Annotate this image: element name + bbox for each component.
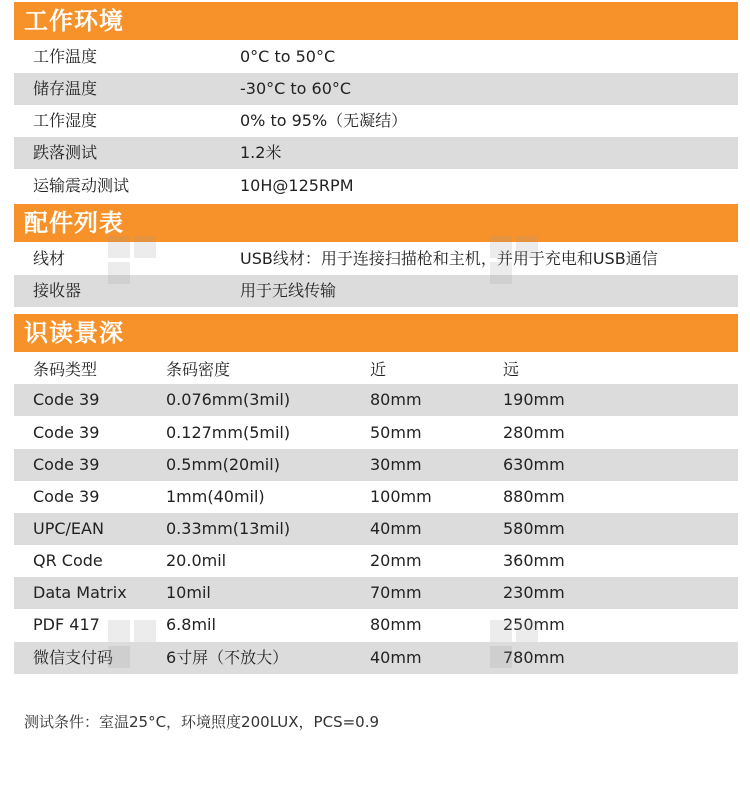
- barcode-type: Code 39: [33, 455, 100, 474]
- barcode-type: Data Matrix: [33, 583, 127, 602]
- row-value: USB线材：用于连接扫描枪和主机，并用于充电和USB通信: [240, 249, 658, 268]
- section-header-env: 工作环境: [14, 2, 738, 40]
- table-row: [14, 417, 738, 449]
- table-row: [14, 481, 738, 513]
- near-distance: 50mm: [370, 423, 422, 442]
- table-row: [14, 545, 738, 577]
- table-row: [14, 513, 738, 545]
- barcode-type: PDF 417: [33, 615, 100, 634]
- barcode-density: 0.076mm(3mil): [166, 390, 291, 409]
- column-header: 近: [370, 360, 387, 379]
- near-distance: 20mm: [370, 551, 422, 570]
- table-row: [14, 609, 738, 641]
- column-header: 条码类型: [33, 360, 98, 379]
- barcode-density: 6.8mil: [166, 615, 216, 634]
- table-row: [14, 41, 738, 73]
- barcode-density: 0.5mm(20mil): [166, 455, 280, 474]
- far-distance: 880mm: [503, 487, 565, 506]
- barcode-type: Code 39: [33, 487, 100, 506]
- table-row: [14, 73, 738, 105]
- table-row: [14, 642, 738, 674]
- column-header: 条码密度: [166, 360, 231, 379]
- table-row: [14, 137, 738, 169]
- near-distance: 80mm: [370, 390, 422, 409]
- row-value: 0°C to 50°C: [240, 47, 336, 66]
- row-label: 接收器: [33, 281, 82, 300]
- far-distance: 280mm: [503, 423, 565, 442]
- row-value: 用于无线传输: [240, 281, 337, 300]
- barcode-density: 20.0mil: [166, 551, 227, 570]
- near-distance: 80mm: [370, 615, 422, 634]
- near-distance: 70mm: [370, 583, 422, 602]
- row-label: 工作温度: [33, 47, 98, 66]
- barcode-density: 10mil: [166, 583, 211, 602]
- table-row: [14, 577, 738, 609]
- far-distance: 630mm: [503, 455, 565, 474]
- row-label: 运输震动测试: [33, 176, 130, 195]
- near-distance: 100mm: [370, 487, 432, 506]
- barcode-type: UPC/EAN: [33, 519, 104, 538]
- table-row: [14, 243, 738, 275]
- barcode-type: 微信支付码: [33, 648, 114, 667]
- near-distance: 40mm: [370, 519, 422, 538]
- far-distance: 580mm: [503, 519, 565, 538]
- footer-note: 测试条件：室温25°C，环境照度200LUX，PCS=0.9: [24, 713, 380, 731]
- barcode-type: Code 39: [33, 423, 100, 442]
- barcode-type: QR Code: [33, 551, 103, 570]
- row-label: 工作湿度: [33, 111, 98, 130]
- barcode-density: 1mm(40mil): [166, 487, 265, 506]
- table-row: [14, 170, 738, 202]
- row-value: 0% to 95%（无凝结）: [240, 111, 408, 130]
- barcode-type: Code 39: [33, 390, 100, 409]
- near-distance: 30mm: [370, 455, 422, 474]
- section-header-accessories: 配件列表: [14, 204, 738, 242]
- row-value: -30°C to 60°C: [240, 79, 352, 98]
- table-row: [14, 384, 738, 416]
- far-distance: 230mm: [503, 583, 565, 602]
- near-distance: 40mm: [370, 648, 422, 667]
- row-value: 10H@125RPM: [240, 176, 354, 195]
- table-row: [14, 449, 738, 481]
- row-value: 1.2米: [240, 143, 282, 162]
- far-distance: 360mm: [503, 551, 565, 570]
- section-header-depth: 识读景深: [14, 314, 738, 352]
- barcode-density: 0.127mm(5mil): [166, 423, 291, 442]
- table-row: [14, 105, 738, 137]
- far-distance: 780mm: [503, 648, 565, 667]
- far-distance: 190mm: [503, 390, 565, 409]
- table-row: [14, 275, 738, 307]
- row-label: 储存温度: [33, 79, 98, 98]
- row-label: 线材: [33, 249, 66, 268]
- barcode-density: 0.33mm(13mil): [166, 519, 291, 538]
- column-header: 远: [503, 360, 520, 379]
- row-label: 跌落测试: [33, 143, 98, 162]
- table-header-row: [14, 354, 738, 386]
- far-distance: 250mm: [503, 615, 565, 634]
- barcode-density: 6寸屏（不放大）: [166, 648, 289, 667]
